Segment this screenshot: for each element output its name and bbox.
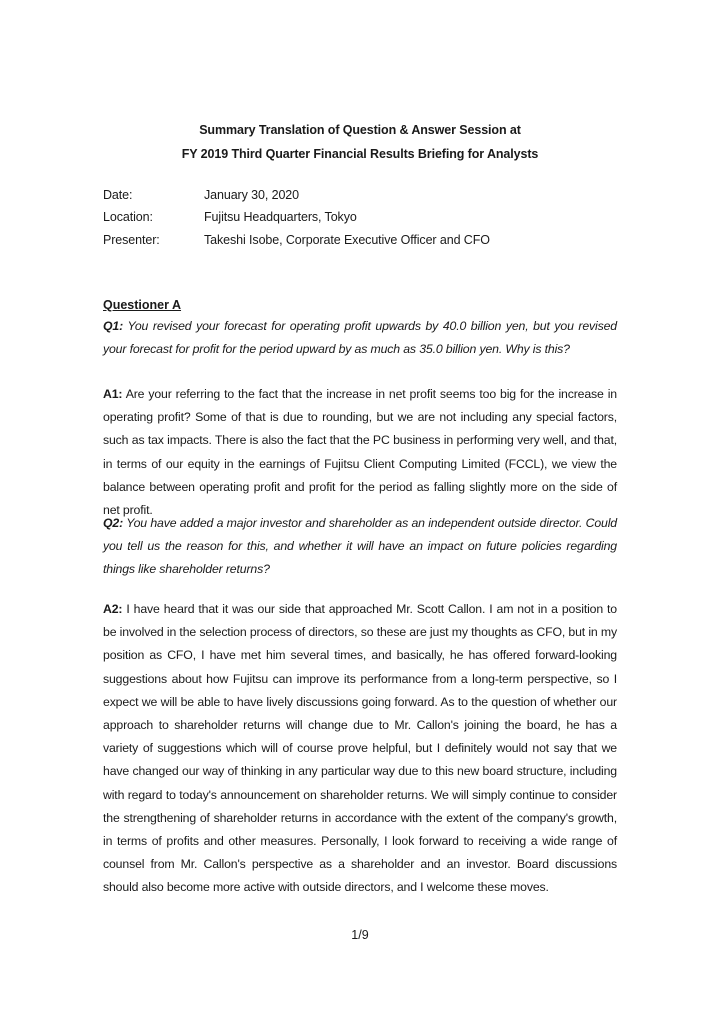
- answer-2-tag: A2:: [103, 602, 123, 616]
- question-2-tag: Q2:: [103, 516, 124, 530]
- page-number: 1/9: [351, 928, 369, 942]
- answer-2: [103, 598, 617, 900]
- presenter-label: Presenter:: [103, 233, 160, 247]
- location-value: Fujitsu Headquarters, Tokyo: [204, 210, 357, 224]
- document-title-line-1: Summary Translation of Question & Answer Session at: [199, 123, 521, 137]
- question-1: [103, 315, 617, 361]
- presenter-value: Takeshi Isobe, Corporate Executive Officer and CFO: [204, 233, 490, 247]
- answer-1-tag: A1:: [103, 387, 123, 401]
- meta-date-row: [103, 188, 299, 202]
- document-title-line-2: FY 2019 Third Quarter Financial Results Briefing for Analysts: [181, 147, 539, 161]
- location-label: Location:: [103, 210, 153, 224]
- questioner-heading: Questioner A: [103, 298, 182, 312]
- question-1-tag: Q1:: [103, 319, 124, 333]
- answer-1-text: Are your referring to the fact that the increase in net profit seems too big for the increase in operating profit? Some of that is due to rounding, but we are not including any special factors, such as tax impacts. There is also the fact that the PC business in performing very well, and that, in terms of our equity in the earnings of Fujitsu Client Computing Limited (FCCL), we view the balance between operating profit and profit for the period as falling slightly more on the side of net profit.: [103, 387, 617, 518]
- date-value: January 30, 2020: [204, 188, 300, 202]
- answer-1: [103, 383, 617, 522]
- question-1-text: You revised your forecast for operating profit upwards by 40.0 billion yen, but you revised your forecast for profit for the period upward by as much as 35.0 billion yen. Why is this?: [103, 319, 617, 357]
- date-label: Date:: [103, 188, 133, 202]
- question-2: [103, 512, 617, 582]
- question-2-text: You have added a major investor and shareholder as an independent outside director. Could you tell us the reason for this, and whether it will have an impact on future policies regarding things like shareholder returns?: [103, 516, 617, 577]
- meta-location-row: [103, 210, 357, 224]
- meta-presenter-row: [103, 233, 490, 247]
- answer-2-text: I have heard that it was our side that approached Mr. Scott Callon. I am not in a position to be involved in the selection process of directors, so these are just my thoughts as CFO, but in my position as CFO, I have met him several times, and basically, he has offered forward-looking suggestions about how Fujitsu can improve its performance from a long-term perspective, so I expect we will be able to have lively discussions going forward. As to the question of whether our approach to shareholder returns will change due to Mr. Callon's joining the board, he has a variety of suggestions which will of course prove helpful, but I definitely would not say that we have changed our way of thinking in any particular way due to this new board structure, including with regard to today's announcement on shareholder returns. We will simply continue to consider the strengthening of shareholder returns in accordance with the extent of the company's growth, in terms of profits and other measures. Personally, I look forward to receiving a wide range of counsel from Mr. Callon's perspective as a shareholder and an investor. Board discussions should also become more active with outside directors, and I welcome these moves.: [103, 602, 617, 895]
